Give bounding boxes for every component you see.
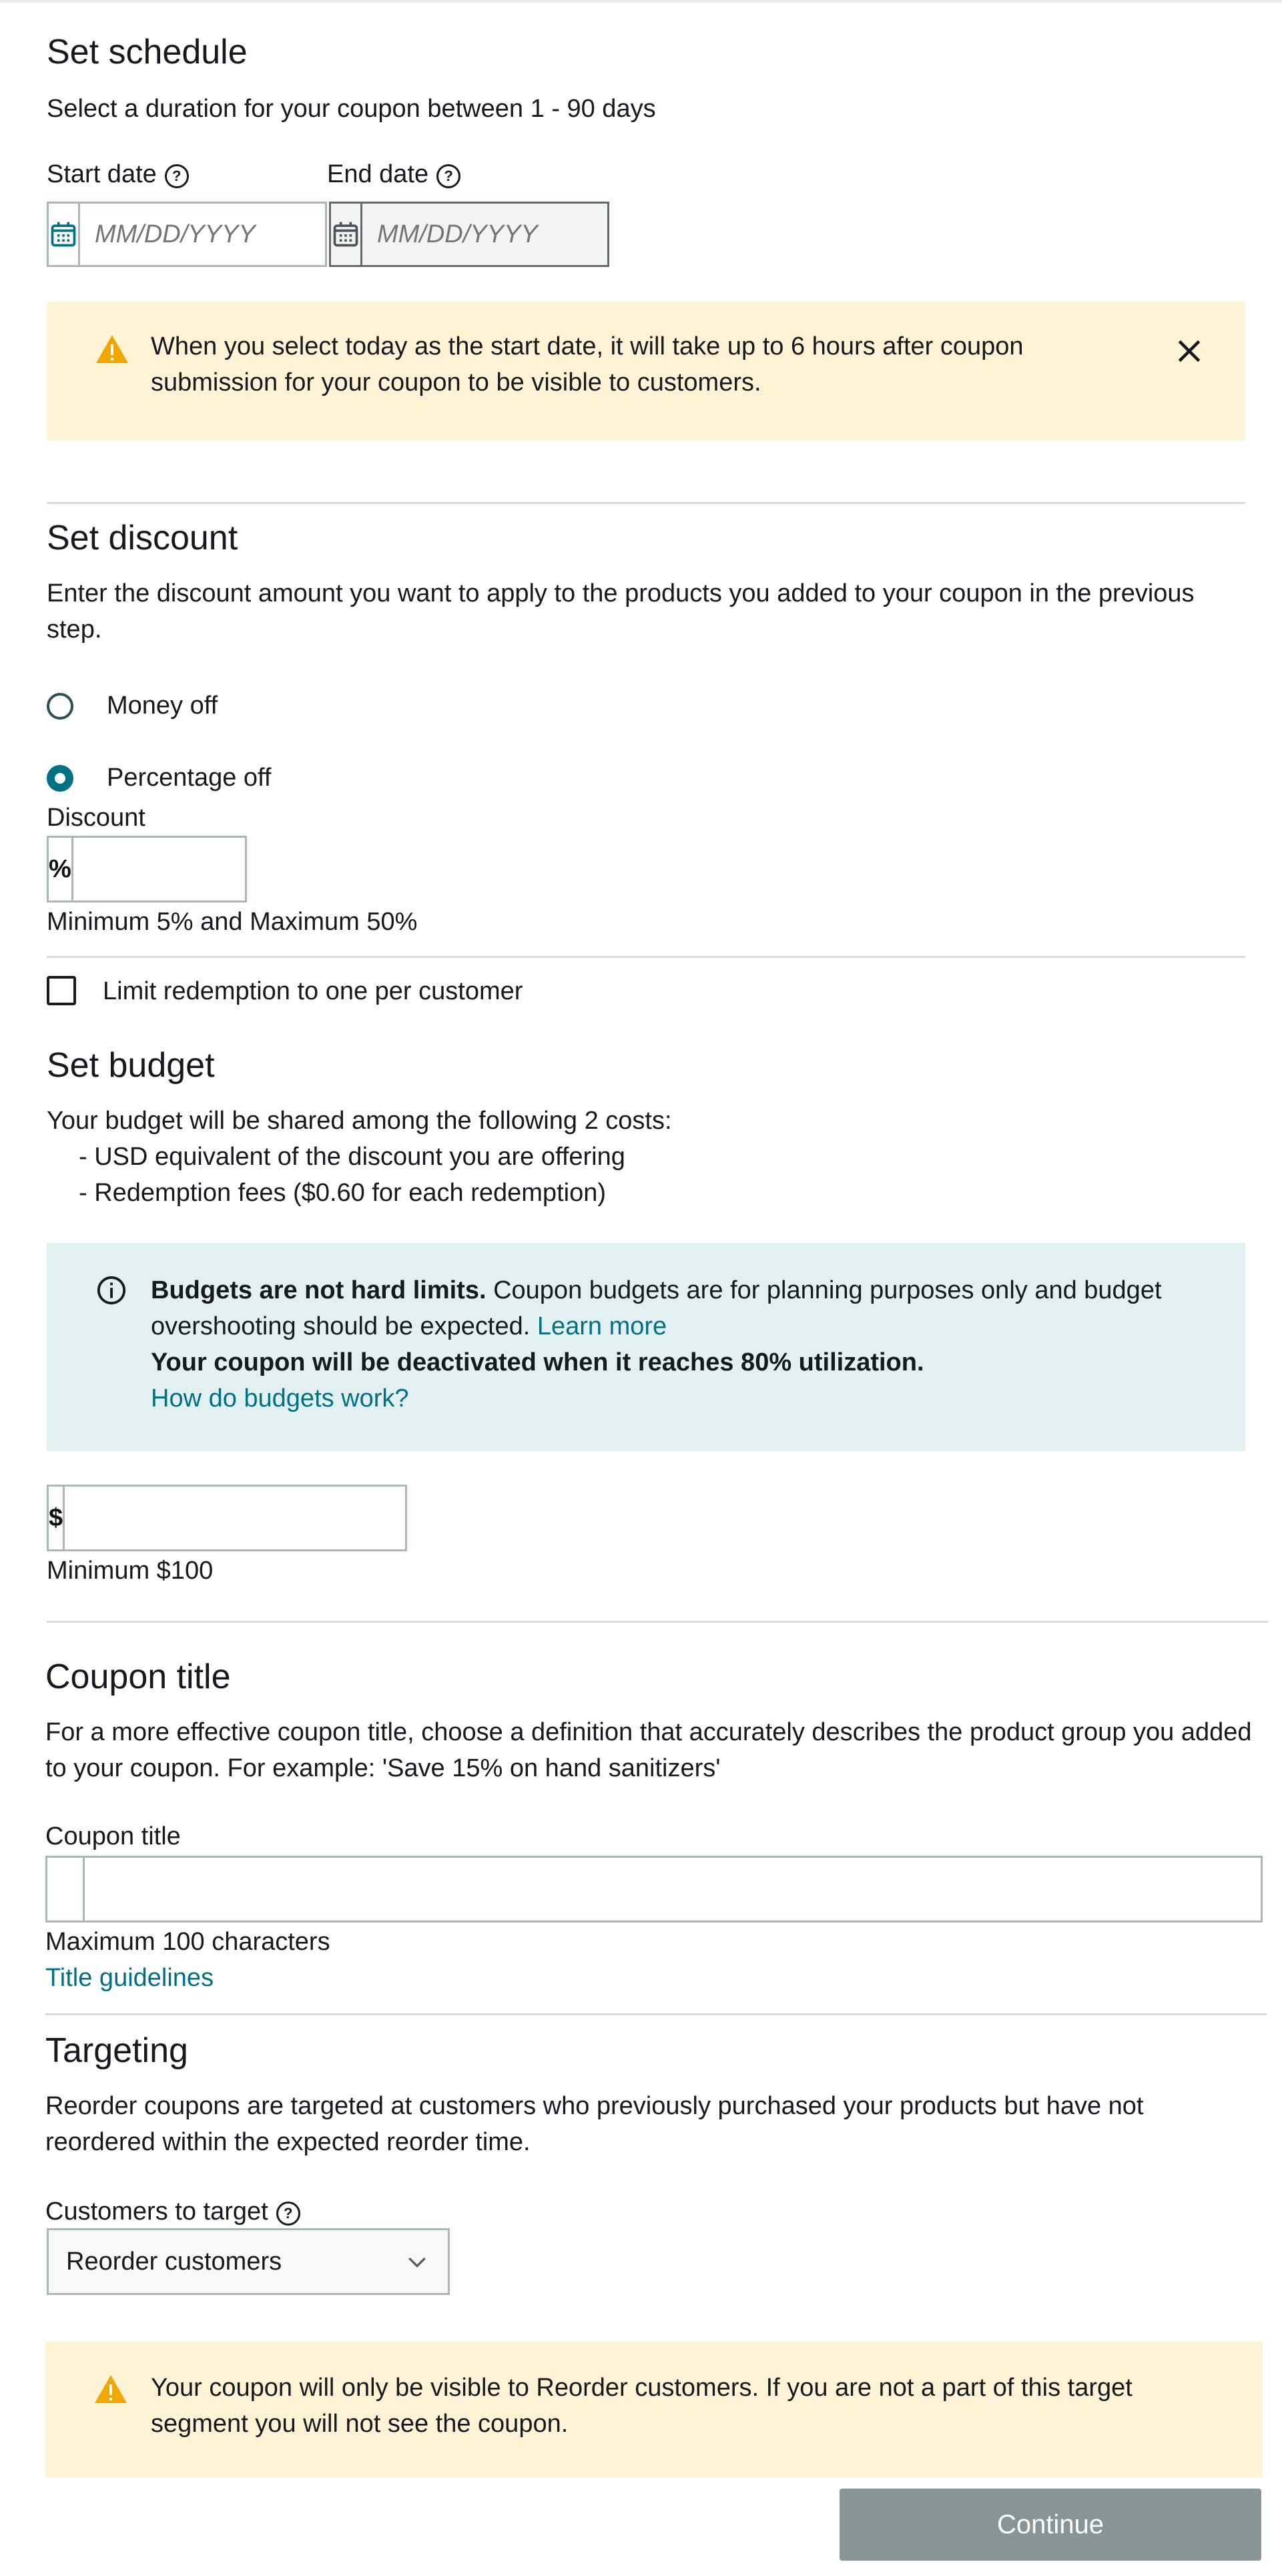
start-date-picker [47, 202, 327, 267]
calendar-icon[interactable] [331, 204, 362, 265]
schedule-description: Select a duration for your coupon between 1 - 90 days [47, 95, 656, 123]
end-date-input[interactable] [362, 204, 709, 265]
budget-input[interactable] [65, 1487, 406, 1549]
discount-input-group [47, 836, 247, 903]
discount-description: Enter the discount amount you want to apply to the products you added to your coupon in the previous step. [47, 579, 1195, 643]
budget-hint: Minimum $100 [47, 1557, 214, 1585]
warning-triangle-icon [93, 2374, 128, 2404]
budget-input-group [47, 1485, 407, 1551]
section-divider [45, 2013, 1267, 2015]
warning-triangle-icon [95, 334, 129, 364]
how-budgets-work-link[interactable]: How do budgets work? [151, 1384, 409, 1412]
schedule-warning-alert [47, 302, 1245, 441]
customers-to-target-dropdown[interactable] [47, 2228, 450, 2295]
end-date-picker [329, 202, 609, 267]
start-date-label: Start date ? [47, 160, 189, 189]
schedule-warning-text: When you select today as the start date, it will take up to 6 hours after coupon submission for your coupon to be visible to customers. [151, 332, 1024, 397]
targeting-description: Reorder coupons are targeted at customers who previously purchased your products but have not reordered within the expected reorder time. [45, 2092, 1144, 2156]
section-divider [47, 502, 1245, 504]
end-date-label: End date ? [327, 160, 460, 189]
selected-target-value: Reorder customers [66, 2247, 282, 2276]
money-off-radio[interactable] [47, 693, 73, 720]
percent-prefix: % [49, 838, 73, 900]
limit-redemption-checkbox[interactable] [47, 976, 76, 1005]
budget-title: Set budget [47, 1046, 215, 1085]
discount-input[interactable] [73, 838, 414, 900]
customers-to-target-label: Customers to target ? [45, 2198, 300, 2226]
percentage-off-label: Percentage off [107, 764, 272, 792]
deactivation-notice: Your coupon will be deactivated when it reaches 80% utilization. [151, 1348, 924, 1376]
section-divider [47, 956, 1245, 958]
close-icon[interactable] [1175, 336, 1204, 366]
coupon-title-prefix [47, 1858, 85, 1920]
coupon-title-hint: Maximum 100 characters [45, 1928, 330, 1956]
money-off-label: Money off [107, 692, 218, 720]
budget-cost-fees: - Redemption fees ($0.60 for each redemption) [79, 1179, 606, 1207]
title-guidelines-link[interactable]: Title guidelines [45, 1964, 214, 1992]
info-circle-icon [96, 1275, 127, 1306]
budget-info-alert [47, 1243, 1245, 1451]
budget-intro: Your budget will be shared among the following 2 costs: [47, 1107, 672, 1135]
budget-cost-discount: - USD equivalent of the discount you are offering [79, 1143, 625, 1171]
coupon-title-input-group [45, 1856, 1263, 1922]
dollar-prefix: $ [49, 1487, 65, 1549]
discount-hint: Minimum 5% and Maximum 50% [47, 908, 418, 936]
schedule-title: Set schedule [47, 33, 248, 71]
calendar-icon[interactable] [49, 204, 80, 265]
coupon-title-input[interactable] [85, 1858, 1261, 1920]
budget-info-text: Budgets are not hard limits. Coupon budgets are for planning purposes only and budget overshooting should be expected. Learn more Your coupon will be deactivated when it reaches 80% utilization. How do budgets work? [151, 1276, 1162, 1412]
discount-field-label: Discount [47, 804, 145, 832]
coupon-title-description: For a more effective coupon title, choose a definition that accurately describes the product group you added to your coupon. For example: 'Save 15% on hand sanitizers' [45, 1718, 1252, 1782]
question-circle-icon[interactable]: ? [276, 2202, 300, 2226]
limit-redemption-label: Limit redemption to one per customer [103, 977, 523, 1005]
chevron-down-icon [404, 2248, 430, 2275]
targeting-warning-text: Your coupon will only be visible to Reorder customers. If you are not a part of this target segment you will not see the coupon. [151, 2374, 1133, 2438]
percentage-off-radio[interactable] [47, 765, 73, 792]
question-circle-icon[interactable]: ? [165, 164, 189, 188]
coupon-title-field-label: Coupon title [45, 1822, 181, 1850]
learn-more-link[interactable]: Learn more [537, 1312, 667, 1340]
question-circle-icon[interactable]: ? [436, 164, 460, 188]
coupon-title-heading: Coupon title [45, 1657, 231, 1696]
section-divider [47, 1621, 1268, 1623]
targeting-title: Targeting [45, 2031, 188, 2070]
discount-title: Set discount [47, 519, 238, 557]
targeting-warning-alert [45, 2342, 1263, 2478]
continue-button[interactable]: Continue [840, 2489, 1261, 2561]
